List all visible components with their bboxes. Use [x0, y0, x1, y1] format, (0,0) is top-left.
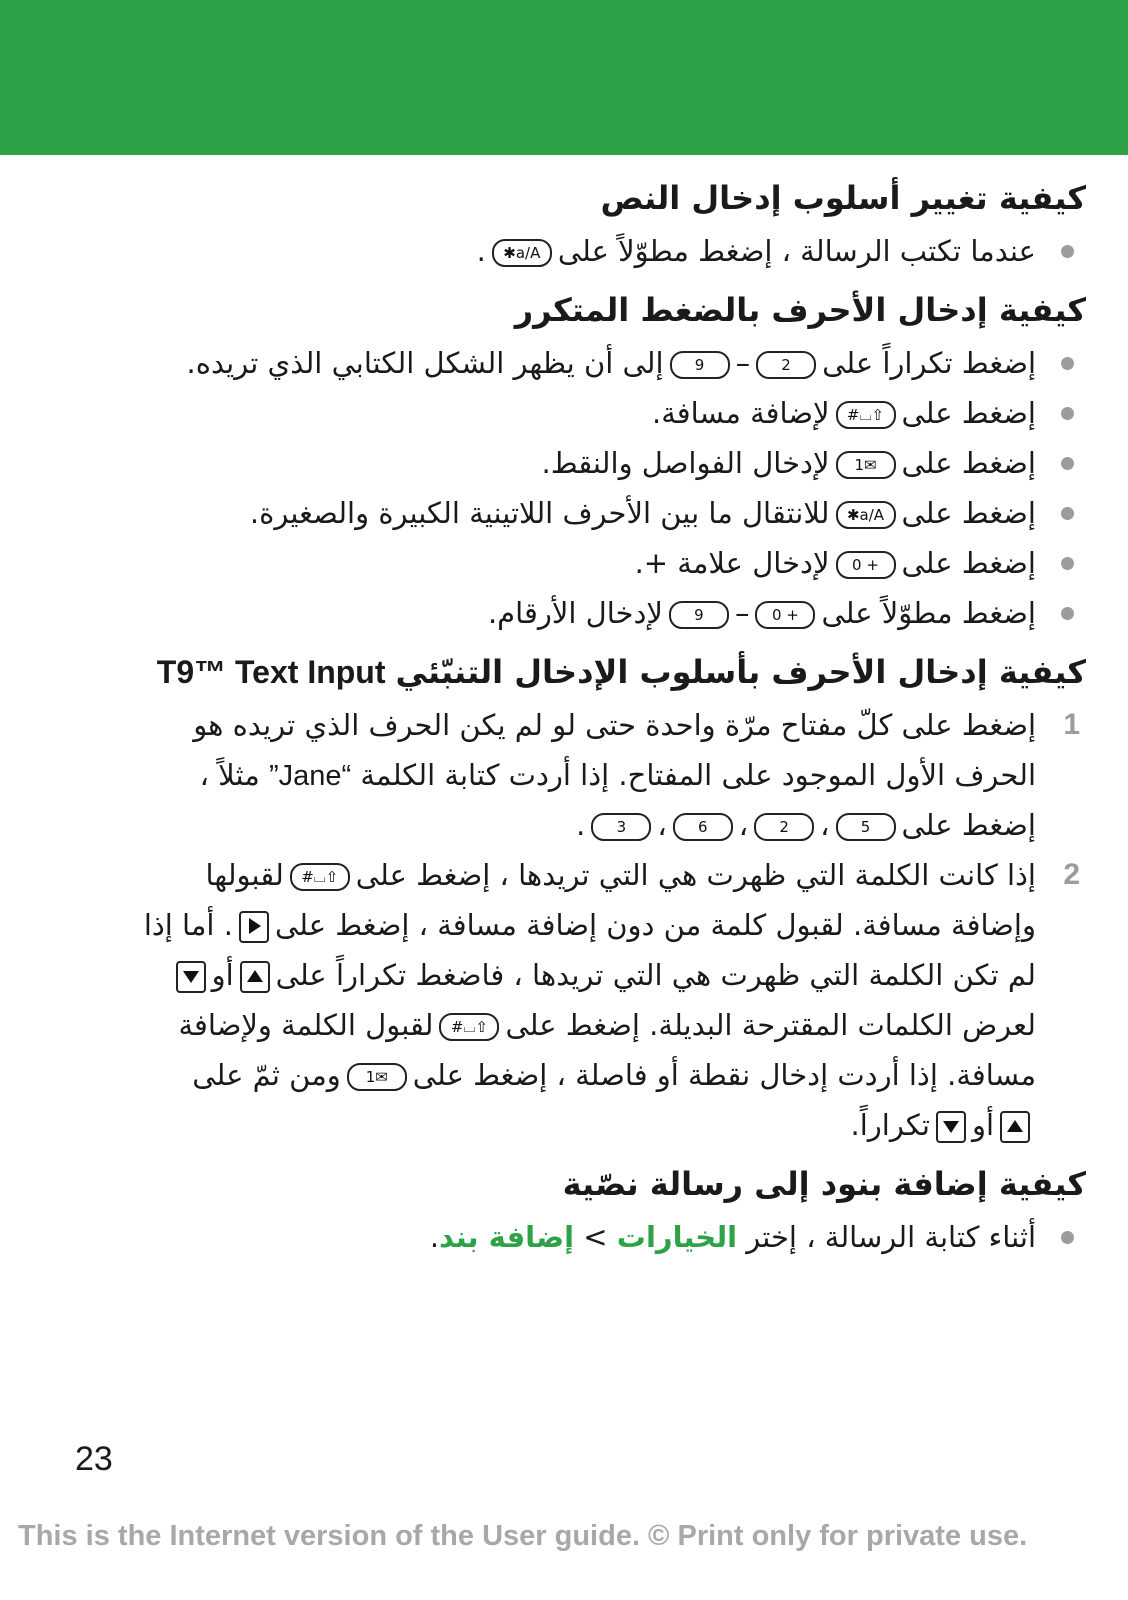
key-0-icon: 0 + — [755, 601, 815, 629]
line-text: تكراراً. — [850, 1108, 930, 1142]
list-item — [40, 588, 1086, 638]
bullet-icon — [1061, 407, 1074, 420]
menu-separator: > — [583, 1220, 608, 1254]
list-item — [40, 850, 1086, 1150]
text-line — [40, 700, 1036, 750]
title-text: كيفية إدخال الأحرف بأسلوب الإدخال التنبّئي — [395, 653, 1086, 691]
step-number: 1 — [1063, 708, 1080, 741]
bullet-list-input-method — [40, 226, 1086, 276]
section-title-multitap: كيفية إدخال الأحرف بالضغط المتكرر — [514, 291, 1086, 329]
text-line — [40, 1050, 1036, 1100]
numbered-list-t9 — [40, 700, 1086, 1150]
bullet-icon — [1061, 457, 1074, 470]
period: . — [576, 808, 586, 842]
key-6-icon: 6 — [673, 813, 733, 841]
bullet-icon — [1061, 1231, 1074, 1244]
nav-right-icon — [239, 911, 269, 943]
page-content — [40, 170, 1086, 1262]
line-text: . أما إذا — [143, 908, 233, 942]
example-word: ”Jane“ — [268, 760, 352, 792]
period: . — [429, 1220, 440, 1254]
line-text: إضغط على — [901, 808, 1036, 842]
bullet-list-add-items — [40, 1212, 1086, 1262]
menu-path-add-item: إضافة بند — [439, 1220, 575, 1254]
nav-down-icon — [936, 1111, 966, 1143]
section-title-t9 — [40, 644, 1086, 700]
item-text: لإدخال الأرقام. — [487, 596, 663, 630]
text-line — [40, 750, 1036, 800]
section-title-add-items: كيفية إضافة بنود إلى رسالة نصّية — [562, 1165, 1086, 1203]
item-text: للانتقال ما بين الأحرف اللاتينية الكبيرة والصغيرة. — [249, 496, 830, 530]
period: . — [476, 234, 486, 268]
dash: – — [735, 346, 751, 380]
section-title-input-method: كيفية تغيير أسلوب إدخال النص — [600, 179, 1086, 217]
header-band — [0, 0, 1128, 155]
key-0-icon: 0 + — [836, 551, 896, 579]
item-text: إضغط على — [901, 396, 1036, 430]
bullet-icon — [1061, 607, 1074, 620]
line-text: أو — [211, 958, 234, 992]
line-text: مسافة. إذا أردت إدخال نقطة أو فاصلة ، إضغط على — [412, 1058, 1036, 1092]
page-number: 23 — [75, 1440, 113, 1478]
item-text: إضغط تكراراً على — [822, 346, 1036, 380]
key-1-icon: 1✉ — [347, 1063, 407, 1091]
comma: ، — [820, 808, 830, 842]
list-item — [40, 488, 1086, 538]
item-text: إلى أن يظهر الشكل الكتابي الذي تريده. — [186, 346, 664, 380]
line-text: لقبول الكلمة ولإضافة — [178, 1008, 434, 1042]
line-text: أو — [971, 1108, 994, 1142]
text-line — [40, 850, 1036, 900]
line-text: إذا كانت الكلمة التي ظهرت هي التي تريدها ، إضغط على — [355, 858, 1036, 892]
list-item — [40, 538, 1086, 588]
step-number: 2 — [1063, 858, 1080, 891]
nav-up-icon — [240, 961, 270, 993]
bullet-list-multitap — [40, 338, 1086, 638]
text-line — [40, 1100, 1036, 1150]
list-item — [40, 338, 1086, 388]
item-text: إضغط على — [901, 546, 1036, 580]
text-line — [40, 900, 1036, 950]
item-text: لإدخال علامة +. — [634, 546, 830, 580]
line-text: مثلاً ، — [199, 758, 260, 792]
comma: ، — [738, 808, 749, 842]
dash: – — [734, 596, 750, 630]
item-text: عندما تكتب الرسالة ، إضغط مطوّلاً على — [557, 234, 1036, 268]
list-item — [40, 388, 1086, 438]
key-2-icon: 2 — [756, 351, 816, 379]
hash-key-icon: #⌴⇧ — [439, 1013, 499, 1041]
key-9-icon: 9 — [669, 601, 729, 629]
text-line — [40, 800, 1036, 850]
hash-key-icon: #⌴⇧ — [290, 863, 350, 891]
text-line — [40, 950, 1036, 1000]
bullet-icon — [1061, 557, 1074, 570]
item-text: أثناء كتابة الرسالة ، إختر — [746, 1220, 1036, 1254]
hash-key-icon: #⌴⇧ — [836, 401, 896, 429]
item-text: لإدخال الفواصل والنقط. — [541, 446, 830, 480]
key-2-icon: 2 — [754, 813, 814, 841]
item-text: إضغط على — [901, 446, 1036, 480]
line-text: ومن ثمّ على — [192, 1058, 341, 1092]
key-9-icon: 9 — [670, 351, 730, 379]
footer-disclaimer: This is the Internet version of the User guide. © Print only for private use. — [18, 1520, 1028, 1552]
bullet-icon — [1061, 507, 1074, 520]
line-text: وإضافة مسافة. لقبول كلمة من دون إضافة مسافة ، إضغط على — [274, 908, 1036, 942]
item-text: إضغط على — [901, 496, 1036, 530]
menu-path-options: الخيارات — [616, 1220, 738, 1254]
bullet-icon — [1061, 357, 1074, 370]
list-item — [40, 438, 1086, 488]
bullet-icon — [1061, 245, 1074, 258]
list-item — [40, 700, 1086, 850]
line-text: لعرض الكلمات المقترحة البديلة. إضغط على — [505, 1008, 1036, 1042]
star-key-icon: ✱a/A — [836, 501, 896, 529]
line-text: إضغط على كلّ مفتاح مرّة واحدة حتى لو لم يكن الحرف الذي تريده هو — [193, 708, 1036, 742]
key-1-icon: 1✉ — [836, 451, 896, 479]
comma: ، — [657, 808, 667, 842]
line-text: لم تكن الكلمة التي ظهرت هي التي تريدها ، فاضغط تكراراً على — [275, 958, 1036, 992]
nav-down-icon — [176, 961, 206, 993]
item-text: لإضافة مسافة. — [652, 396, 830, 430]
title-latin: T9™ Text Input — [156, 654, 386, 690]
line-text: لقبولها — [205, 858, 284, 892]
text-line — [40, 1000, 1036, 1050]
list-item — [40, 226, 1086, 276]
nav-up-icon — [1000, 1111, 1030, 1143]
list-item — [40, 1212, 1086, 1262]
item-text: إضغط مطوّلاً على — [821, 596, 1036, 630]
key-3-icon: 3 — [591, 813, 651, 841]
key-5-icon: 5 — [836, 813, 896, 841]
line-text: الحرف الأول الموجود على المفتاح. إذا أردت كتابة الكلمة — [360, 758, 1036, 792]
star-key-icon: ✱a/A — [492, 239, 552, 267]
